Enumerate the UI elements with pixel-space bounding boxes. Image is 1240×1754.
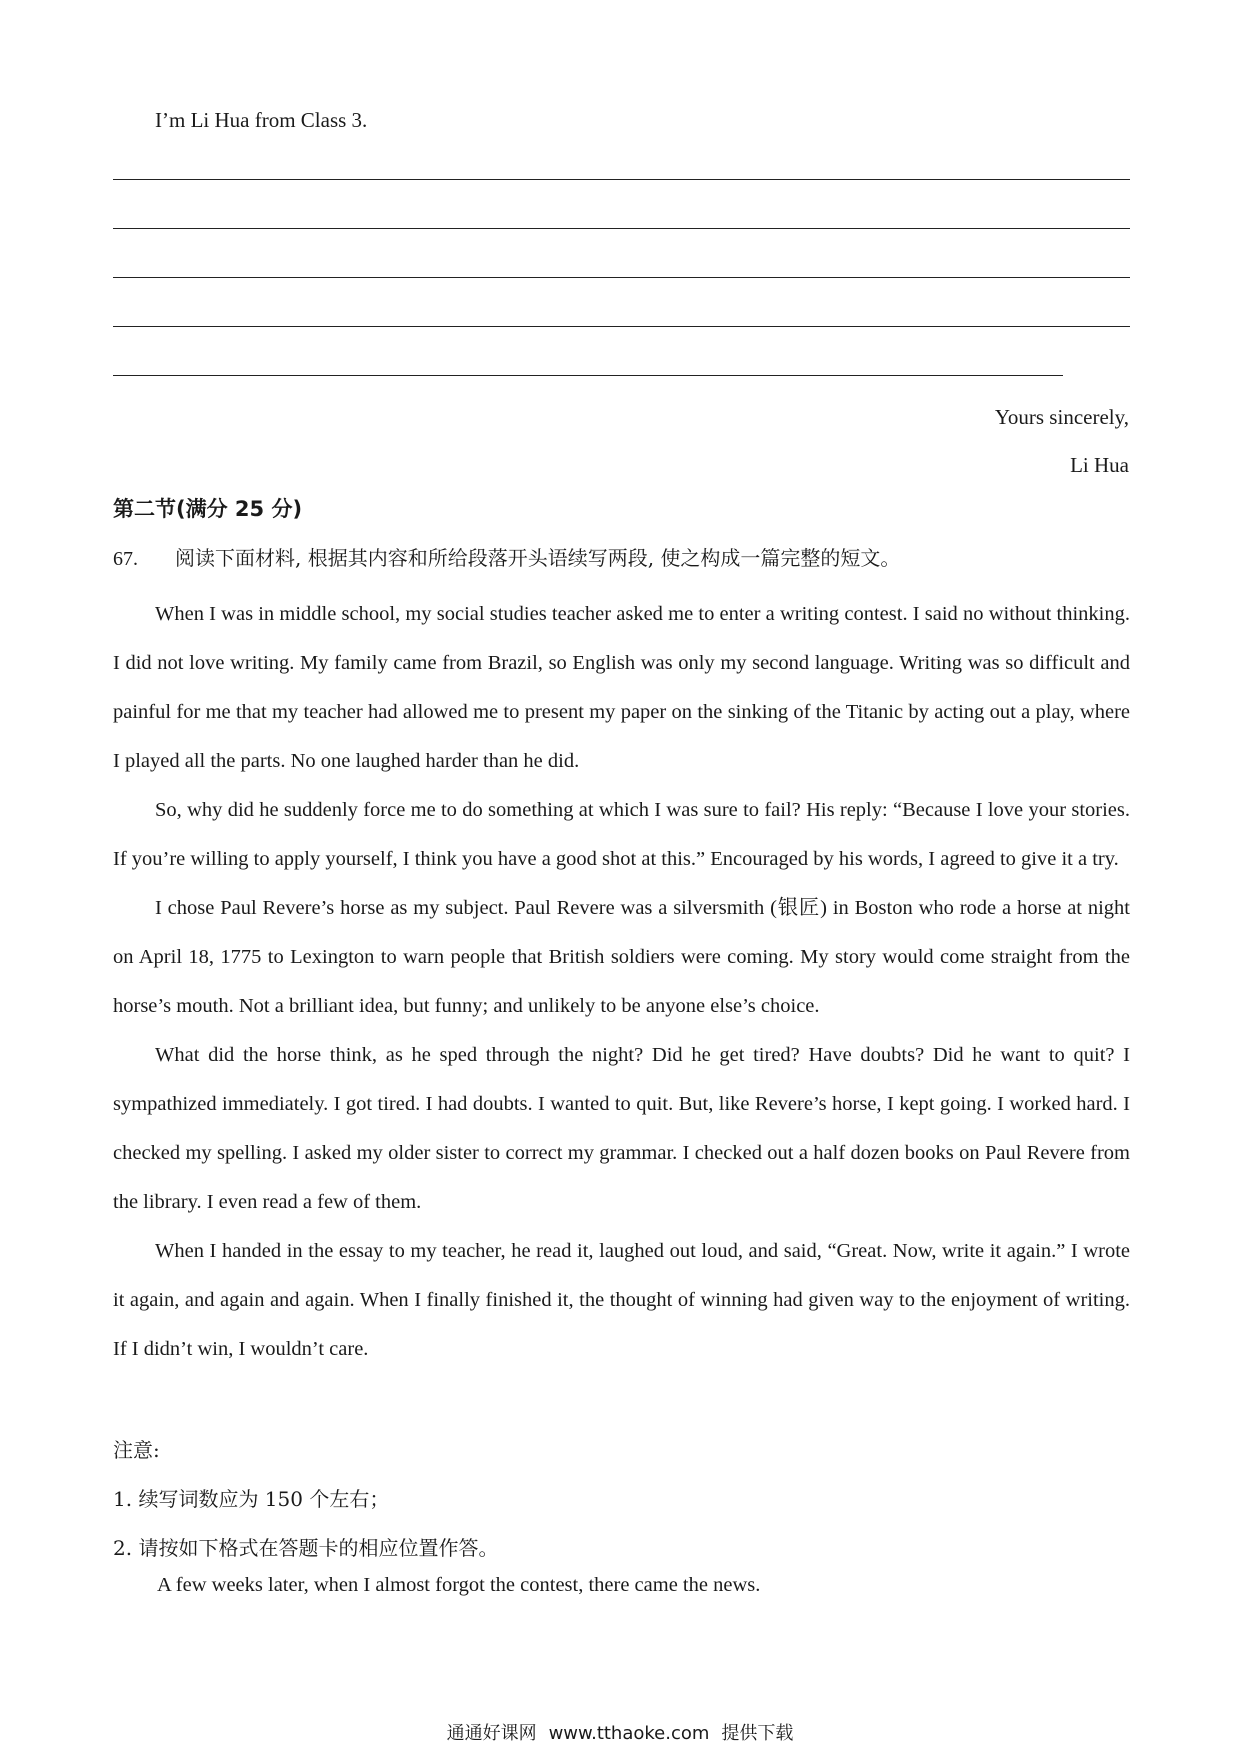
instruction-text: 阅读下面材料, 根据其内容和所给段落开头语续写两段, 使之构成一篇完整的短文。 xyxy=(175,546,901,570)
note-item: 1. 续写词数应为 150 个左右； xyxy=(113,1487,390,1511)
question-number: 67. xyxy=(113,548,138,570)
letter-closing: Yours sincerely, xyxy=(994,405,1129,429)
passage-paragraph: When I handed in the essay to my teacher, he read it, laughed out loud, and said, “Great. Now, write it again.” I wrote it again, and again and again. When I finally finished it, the thought of winning had given way to the enjoyment of writing. If I didn’t win, I wouldn’t care. xyxy=(113,1240,1130,1360)
answer-line xyxy=(113,277,1130,278)
passage-paragraph: What did the horse think, as he sped through the night? Did he get tired? Have doubts? Did he want to quit? I sympathized immediately. I got tired. I had doubts. I wanted to quit. But, like Revere’s horse, I kept going. I worked hard. I checked my spelling. I asked my older sister to correct my grammar. I checked out a half dozen books on Paul Revere from the library. I even read a few of them. xyxy=(113,1044,1130,1213)
reading-passage xyxy=(113,590,1130,1374)
answer-line xyxy=(113,179,1130,180)
notes-section xyxy=(113,1426,498,1573)
footer-url[interactable]: www.tthaoke.com xyxy=(548,1723,710,1744)
passage-paragraph: So, why did he suddenly force me to do something at which I was sure to fail? His reply: “Because I love your stories. If you’re willing to apply yourself, I think you have a good shot at this.” Encouraged by his words, I agreed to give it a try. xyxy=(113,799,1130,870)
passage-paragraph: When I was in middle school, my social studies teacher asked me to enter a writing contest. I said no without thinking. I did not love writing. My family came from Brazil, so English was only my second language. Writing was so difficult and painful for me that my teacher had allowed me to present my paper on the sinking of the Titanic by acting out a play, where I played all the parts. No one laughed harder than he did. xyxy=(113,603,1130,772)
question-instruction xyxy=(113,543,900,574)
passage-paragraph: I chose Paul Revere’s horse as my subject. Paul Revere was a silversmith (银匠) in Boston who rode a horse at night on April 18, 1775 to Lexington to warn people that British soldiers were coming. My story would come straight from the horse’s mouth. Not a brilliant idea, but funny; and unlikely to be anyone else’s choice. xyxy=(113,897,1130,1017)
footer-site-name: 通通好课网 xyxy=(446,1723,537,1744)
answer-line xyxy=(113,375,1063,376)
section-title: 第二节(满分 25 分) xyxy=(113,497,303,521)
continuation-opening: A few weeks later, when I almost forgot the contest, there came the news. xyxy=(157,1574,761,1596)
footer-suffix: 提供下载 xyxy=(721,1723,794,1744)
letter-signature: Li Hua xyxy=(1070,453,1129,477)
letter-opening: I’m Li Hua from Class 3. xyxy=(155,108,368,132)
page-footer xyxy=(0,1722,1240,1746)
note-item: 2. 请按如下格式在答题卡的相应位置作答。 xyxy=(113,1536,499,1560)
notes-heading: 注意: xyxy=(113,1438,160,1462)
answer-line xyxy=(113,326,1130,327)
answer-line xyxy=(113,228,1130,229)
